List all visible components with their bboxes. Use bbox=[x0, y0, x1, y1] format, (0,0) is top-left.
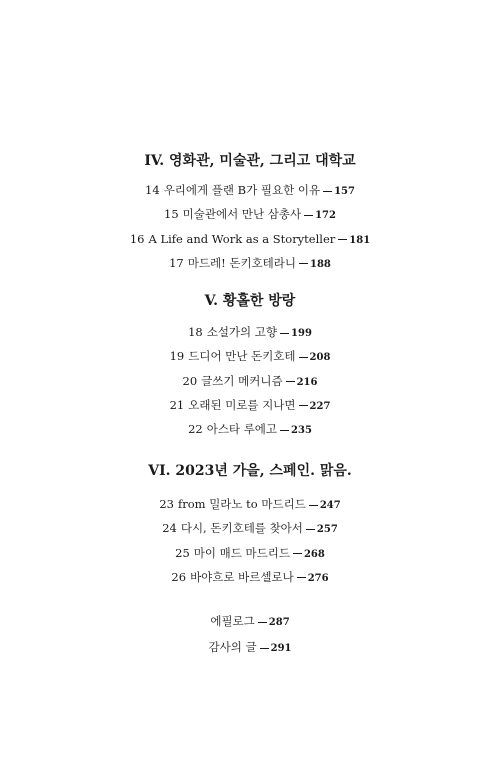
page-number: 291 bbox=[270, 643, 292, 654]
dash-separator bbox=[280, 430, 289, 431]
chapter-entry[interactable] bbox=[0, 203, 500, 227]
chapter-entry[interactable] bbox=[0, 394, 500, 418]
dash-separator bbox=[304, 215, 313, 216]
page-number: 157 bbox=[334, 186, 355, 197]
chapter-title: from 밀라노 to 마드리드 bbox=[177, 497, 306, 511]
chapter-list bbox=[0, 321, 500, 442]
chapter-list bbox=[0, 493, 500, 590]
chapter-title: A Life and Work as a Storyteller bbox=[148, 231, 336, 246]
chapter-entry[interactable] bbox=[0, 179, 500, 203]
dash-separator bbox=[299, 405, 308, 406]
page-number: 276 bbox=[307, 572, 329, 584]
page-number: 235 bbox=[291, 425, 312, 437]
backmatter-entry-epilogue[interactable] bbox=[0, 609, 500, 635]
backmatter-title: 감사의 글 bbox=[208, 640, 257, 654]
chapter-title: 오래된 미로를 지나면 bbox=[188, 397, 296, 412]
chapter-title: 바야흐로 바르셀로나 bbox=[190, 569, 294, 584]
chapter-number: 16 bbox=[129, 231, 145, 246]
dash-separator bbox=[338, 239, 347, 240]
backmatter-title: 에필로그 bbox=[210, 614, 255, 628]
chapter-title: 우리에게 플랜 B가 필요한 이유 bbox=[163, 183, 321, 197]
dash-separator bbox=[286, 381, 295, 382]
chapter-number: 20 bbox=[182, 373, 198, 388]
page-number: 188 bbox=[310, 258, 331, 270]
chapter-entry[interactable] bbox=[0, 566, 500, 590]
chapter-number: 17 bbox=[169, 255, 184, 270]
page-number: 172 bbox=[315, 210, 336, 222]
chapter-number: 25 bbox=[175, 545, 190, 560]
dash-separator bbox=[258, 622, 267, 623]
page-number: 227 bbox=[309, 400, 331, 412]
chapter-number: 22 bbox=[188, 422, 203, 437]
part-iv-section bbox=[0, 152, 500, 276]
chapter-number: 18 bbox=[188, 325, 203, 339]
part-title: VI. 2023년 가을, 스페인. 맑음. bbox=[148, 463, 352, 479]
chapter-number: 19 bbox=[169, 349, 185, 364]
page-number: 257 bbox=[316, 524, 338, 536]
chapter-title: 마이 매드 마드리드 bbox=[193, 545, 290, 560]
backmatter-entry-acknowledgements[interactable] bbox=[0, 635, 500, 661]
dash-separator bbox=[297, 577, 306, 578]
chapter-list bbox=[0, 179, 500, 276]
chapter-number: 24 bbox=[162, 521, 177, 536]
chapter-entry[interactable] bbox=[0, 228, 500, 252]
chapter-number: 15 bbox=[164, 207, 179, 222]
part-vi-section bbox=[0, 462, 500, 590]
chapter-entry[interactable] bbox=[0, 345, 500, 369]
chapter-title: 글쓰기 메커니즘 bbox=[201, 373, 283, 388]
dash-separator bbox=[309, 505, 318, 506]
dash-separator bbox=[306, 529, 315, 530]
chapter-title: 미술관에서 만난 삼총사 bbox=[182, 207, 302, 222]
chapter-number: 14 bbox=[145, 183, 160, 197]
chapter-title: 마드레! 돈키호테라니 bbox=[187, 255, 297, 270]
dash-separator bbox=[299, 357, 308, 358]
page-number: 268 bbox=[303, 548, 325, 560]
page-number: 287 bbox=[268, 617, 290, 628]
chapter-title: 소설가의 고향 bbox=[206, 325, 278, 339]
chapter-entry[interactable] bbox=[0, 493, 500, 517]
chapter-title: 드디어 만난 돈키호테 bbox=[188, 349, 296, 364]
chapter-entry[interactable] bbox=[0, 321, 500, 345]
dash-separator bbox=[280, 333, 289, 334]
page-number: 208 bbox=[309, 352, 331, 364]
chapter-entry[interactable] bbox=[0, 542, 500, 566]
dash-separator bbox=[299, 263, 308, 264]
page-number: 199 bbox=[291, 328, 312, 339]
chapter-number: 23 bbox=[159, 497, 174, 511]
page-number: 181 bbox=[349, 234, 371, 246]
part-title: V. 황홀한 방랑 bbox=[204, 293, 296, 309]
dash-separator bbox=[323, 191, 332, 192]
chapter-title: 아스타 루에고 bbox=[206, 422, 278, 437]
dash-separator bbox=[260, 648, 269, 649]
chapter-number: 26 bbox=[171, 569, 187, 584]
chapter-title: 다시, 돈키호테를 찾아서 bbox=[180, 521, 303, 536]
part-v-section bbox=[0, 292, 500, 442]
chapter-number: 21 bbox=[169, 397, 185, 412]
chapter-entry[interactable] bbox=[0, 252, 500, 276]
chapter-entry[interactable] bbox=[0, 370, 500, 394]
chapter-entry[interactable] bbox=[0, 517, 500, 541]
part-title: IV. 영화관, 미술관, 그리고 대학교 bbox=[144, 153, 356, 169]
backmatter-list bbox=[0, 609, 500, 661]
page-number: 216 bbox=[296, 376, 318, 388]
dash-separator bbox=[293, 553, 302, 554]
backmatter-section bbox=[0, 609, 500, 661]
page-number: 247 bbox=[319, 500, 341, 511]
chapter-entry[interactable] bbox=[0, 418, 500, 442]
